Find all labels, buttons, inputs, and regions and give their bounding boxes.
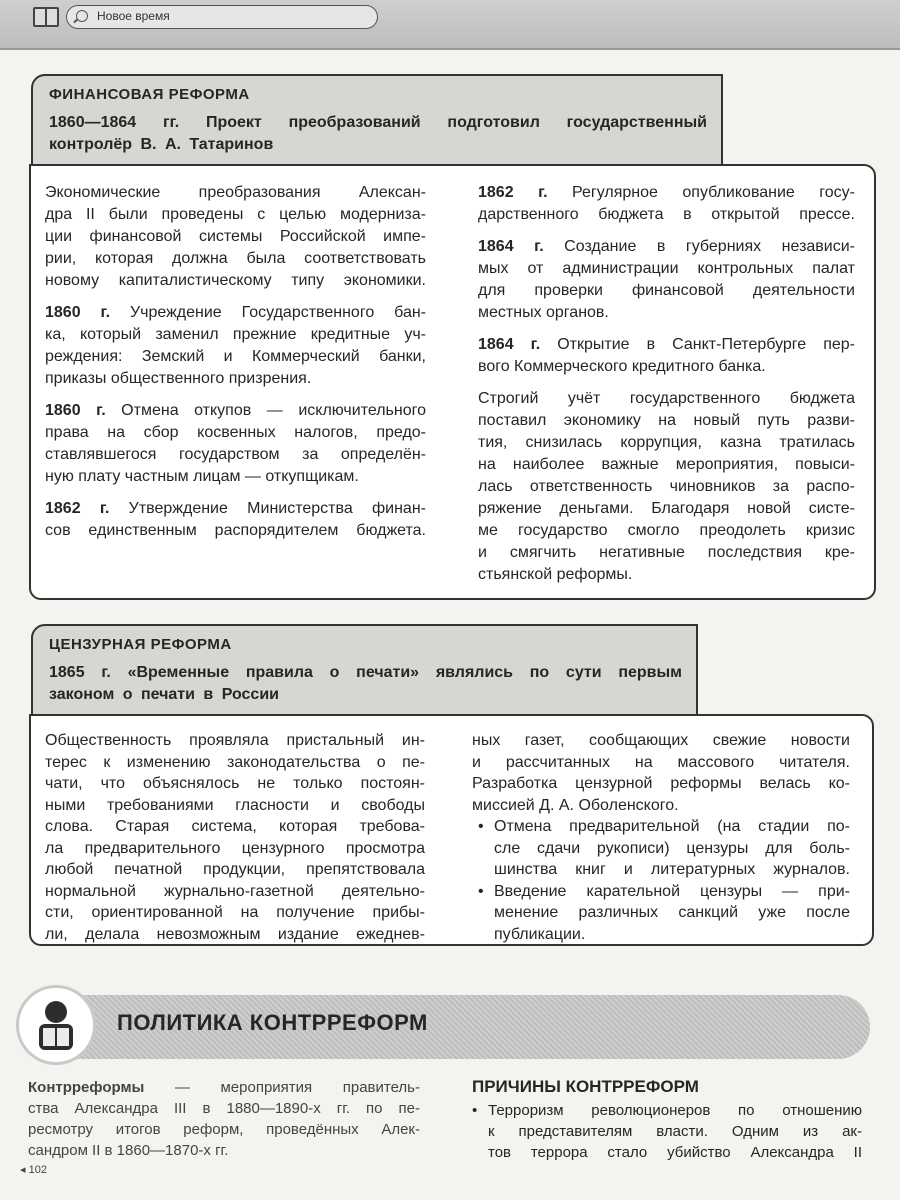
text-line: ных газет, сообщающих свежие новости (472, 732, 850, 749)
censorship-subtitle-line2: законом о печати в России (49, 686, 279, 703)
text-line: публикации. (494, 925, 586, 943)
paragraph (45, 182, 426, 292)
text-line: шинства книг и литературных журналов. (494, 861, 850, 878)
paragraph (28, 1077, 420, 1161)
bold-term: 1860 г. (45, 304, 111, 321)
text-line: дра II были проведены с целью модерниза- (45, 206, 426, 223)
text-line: и смягчить негативные последствия кре- (478, 544, 855, 561)
bullet-item (466, 1100, 862, 1163)
financial-reform-title: ФИНАНСОВАЯ РЕФОРМА (49, 86, 250, 103)
text-line: для проверки финансовой деятельности (478, 282, 855, 299)
bold-term: 1860 г. (45, 402, 106, 419)
text-line: 1862 г. Утверждение Министерства финан- (45, 500, 426, 517)
page-number: ◂ 102 (20, 1164, 47, 1176)
text-line: терес к изменению законодательства о пе- (45, 753, 425, 771)
text-line: на наиболее важные мероприятия, повыси- (478, 456, 855, 473)
text-line: сти, ориентированной на получение прибы- (45, 904, 425, 921)
text-line: ме государство смогло преодолеть кризис (478, 522, 855, 539)
financial-subtitle-line1: 1860—1864 гг. Проект преобразований подготовил государственный (49, 114, 707, 131)
text-line: к представителям власти. Одним из ак- (488, 1123, 862, 1140)
text-line: Разработка цензурной реформы велась ко- (472, 775, 850, 792)
text-line: Отмена предварительной (на стадии по- (494, 818, 850, 835)
text-line: реждения: Земский и Коммерческий банки, (45, 348, 426, 365)
paragraph (45, 302, 426, 390)
text-line: и рассчитанных на массового читателя. (472, 753, 850, 771)
paragraph (478, 388, 855, 586)
bold-term: 1864 г. (478, 238, 544, 255)
text-line: Терроризм революционеров по отношению (488, 1102, 862, 1119)
paragraph (45, 400, 426, 488)
censorship-left-column (45, 730, 425, 945)
text-line: ряжение деньгами. Благодаря новой систе- (478, 500, 855, 517)
text-line: ставлявшегося государством за определён- (45, 446, 426, 463)
censorship-reform-header (31, 624, 698, 716)
text-line: ными требованиями гласности и свободы (45, 796, 425, 814)
running-header (0, 0, 900, 50)
counter-right-column (466, 1100, 862, 1173)
bold-term: 1864 г. (478, 336, 541, 353)
paragraph (45, 730, 425, 945)
text-line: Общественность проявляла пристальный ин- (45, 732, 425, 749)
text-line: 1864 г. Создание в губерниях независи- (478, 238, 856, 255)
text-line: 1860 г. Учреждение Государственного бан- (45, 304, 426, 321)
text-line: сандром II в 1860—1870-х гг. (28, 1142, 229, 1159)
text-line: тов террора стало убийство Александра II (488, 1144, 862, 1161)
text-line: менение различных санкций уже после (494, 904, 850, 921)
financial-reform-header (31, 74, 723, 166)
paragraph (478, 182, 855, 226)
bold-term: 1862 г. (45, 500, 110, 517)
section-label: Новое время (97, 9, 170, 23)
text-line: любой печатной продукции, препятствовала (45, 861, 425, 878)
bullet-marker: • (472, 1102, 478, 1119)
paragraph (478, 236, 855, 324)
search-icon (76, 10, 88, 22)
censorship-right-column (472, 730, 850, 945)
text-line: тия, снизилась коррупция, казна тратилась (478, 434, 855, 451)
text-line: Строгий учёт государственного бюджета (478, 390, 855, 407)
text-line: 1862 г. Регулярное опубликование госу- (478, 184, 856, 201)
text-line: дарственного бюджета в открытой прессе. (478, 206, 855, 223)
bullet-marker: • (478, 882, 484, 900)
bullet-item (472, 816, 850, 881)
paragraph (45, 498, 426, 542)
text-line: местных органов. (478, 304, 609, 321)
text-line: нормальной журнально-газетной деятельно- (45, 882, 425, 900)
bold-term: 1862 г. (478, 184, 548, 201)
text-line: стьянской реформы. (478, 566, 633, 583)
text-line: 1864 г. Открытие в Санкт-Петербурге пер- (478, 336, 856, 353)
page-number-value: 102 (28, 1164, 47, 1176)
censorship-reform-title: ЦЕНЗУРНАЯ РЕФОРМА (49, 636, 232, 653)
paragraph (478, 334, 855, 378)
reading-person-icon (16, 985, 96, 1065)
text-line: ства Александра III в 1880—1890-х гг. по пе- (28, 1100, 420, 1117)
book-icon (33, 7, 59, 27)
text-line: лась ответственность чиновников за распо- (478, 478, 855, 495)
financial-right-column (478, 182, 855, 596)
bullet-item (472, 881, 850, 946)
text-line: чати, что объяснялось не только постоян- (45, 775, 425, 792)
counter-causes-title: ПРИЧИНЫ КОНТРРЕФОРМ (472, 1077, 699, 1096)
text-line: Экономические преобразования Алексан- (45, 184, 426, 201)
text-line: сле сдачи рукописи) цензуры для боль- (494, 839, 850, 857)
bold-term: Контрреформы (28, 1079, 145, 1096)
text-line: мых от администрации контрольных палат (478, 260, 855, 277)
text-line: ции финансовой системы Российской импе- (45, 228, 426, 245)
text-line: сов единственным распорядителем бюджета. (45, 522, 426, 539)
text-line: поставил экономику на новый путь разви- (478, 412, 855, 429)
section-search-pill (66, 5, 378, 29)
text-line: ную плату частным лицам — откупщикам. (45, 468, 359, 485)
text-line: ли, делала невозможным издание ежеднев- (45, 925, 425, 943)
text-line: ка, который заменил прежние кредитные уч- (45, 326, 426, 343)
text-line: вого Коммерческого кредитного банка. (478, 358, 766, 375)
counter-reform-title: ПОЛИТИКА КОНТРРЕФОРМ (117, 1010, 428, 1035)
text-line: права на сбор косвенных налогов, предо- (45, 424, 426, 441)
financial-left-column (45, 182, 426, 552)
text-line: Контрреформы — мероприятия правитель- (28, 1079, 420, 1096)
text-line: рии, которая должна была соответствовать (45, 250, 426, 267)
censorship-subtitle-line1: 1865 г. «Временные правила о печати» являлись по сути первым (49, 664, 682, 681)
text-line: Введение карательной цензуры — при- (494, 882, 850, 900)
counter-left-column (28, 1077, 420, 1171)
text-line: 1860 г. Отмена откупов — исключительного (45, 402, 426, 419)
financial-subtitle-line2: контролёр В. А. Татаринов (49, 136, 274, 153)
paragraph (472, 730, 850, 816)
text-line: ла предварительного цензурного просмотра (45, 839, 425, 857)
text-line: слова. Старая система, которая требова- (45, 818, 425, 835)
bullet-marker: • (478, 818, 484, 835)
text-line: миссией Д. А. Оболенского. (472, 796, 679, 814)
text-line: новому капиталистическому типу экономики. (45, 272, 426, 289)
text-line: приказы общественного призрения. (45, 370, 312, 387)
text-line: ресмотру итогов реформ, проведённых Алек- (28, 1121, 420, 1138)
